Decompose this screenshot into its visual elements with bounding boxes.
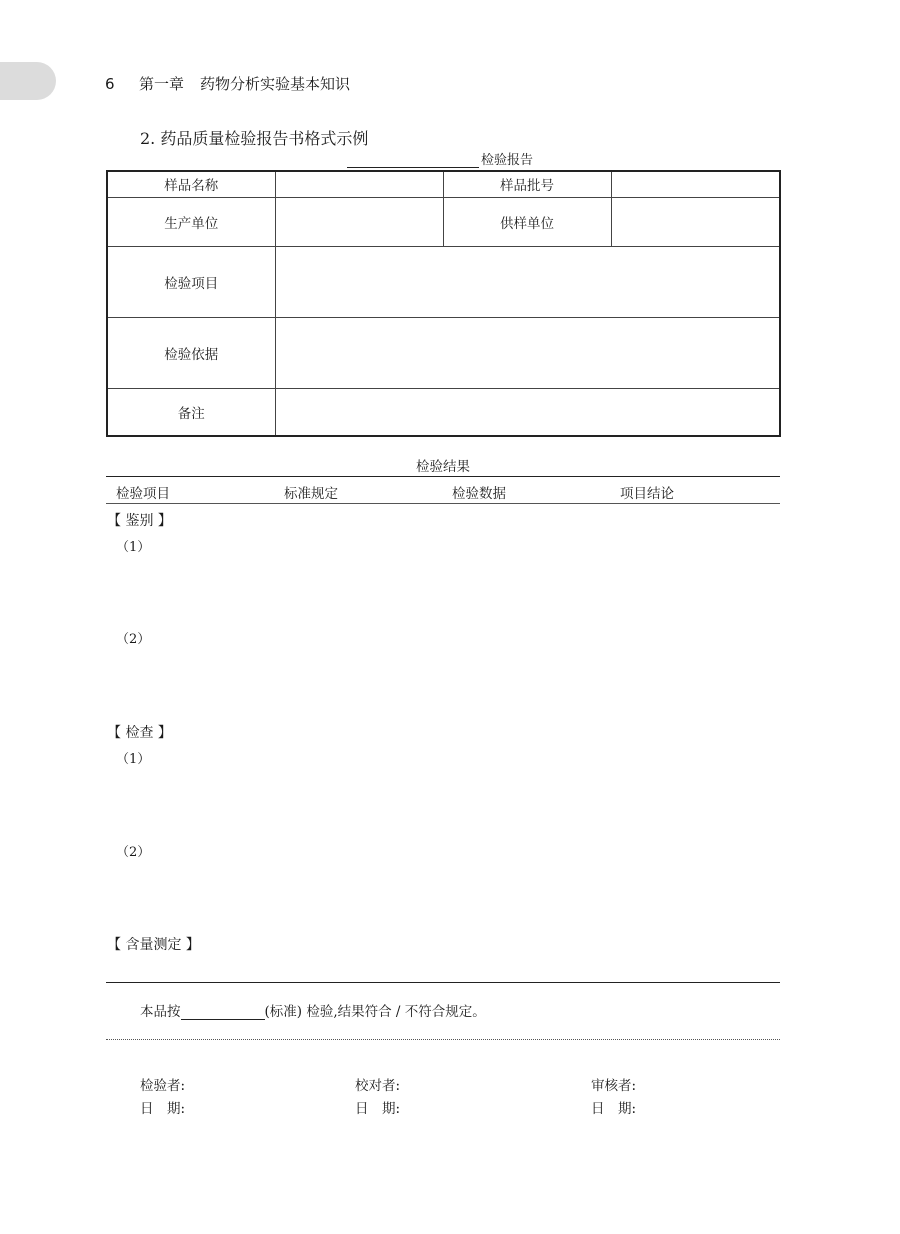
sample-name-label: 样品名称	[107, 171, 275, 197]
test-items-cell	[275, 246, 780, 317]
supplier-label: 供样单位	[443, 197, 611, 246]
checker-label: 校对者:	[355, 1078, 401, 1094]
test-basis-cell	[275, 317, 780, 388]
col-test-item: 检验项目	[116, 486, 170, 502]
sample-info-table	[106, 170, 781, 437]
conclusion-prefix: 本品按	[140, 1004, 181, 1020]
standard-blank	[181, 1005, 265, 1020]
batch-number-label: 样品批号	[443, 171, 611, 197]
report-title-text: 检验报告	[481, 153, 534, 168]
chapter-label: 第一章	[139, 75, 185, 93]
results-title: 检验结果	[416, 459, 470, 475]
identification-item-2: （2）	[116, 632, 151, 647]
page-number: 6	[105, 75, 115, 93]
manufacturer-cell	[275, 197, 443, 246]
col-standard: 标准规定	[284, 486, 338, 502]
page-tab	[0, 62, 56, 100]
conclusion-line	[140, 1000, 486, 1020]
table-row	[107, 197, 780, 246]
inspection-label: 【 检查 】	[107, 725, 172, 741]
reviewer-label: 审核者:	[591, 1078, 637, 1094]
inspector-date-label: 日 期:	[140, 1101, 186, 1117]
identification-item-1: （1）	[116, 540, 151, 555]
table-row	[107, 171, 780, 197]
table-row	[107, 317, 780, 388]
supplier-cell	[611, 197, 780, 246]
sample-name-cell	[275, 171, 443, 197]
page-header	[105, 73, 350, 94]
reviewer-date-label: 日 期:	[591, 1101, 637, 1117]
assay-label: 【 含量测定 】	[107, 937, 200, 953]
col-conclusion: 项目结论	[620, 486, 674, 502]
report-title	[347, 149, 533, 168]
checker-date-label: 日 期:	[355, 1101, 401, 1117]
remarks-label: 备注	[107, 388, 275, 436]
test-items-label: 检验项目	[107, 246, 275, 317]
remarks-cell	[275, 388, 780, 436]
results-header	[106, 476, 780, 504]
col-data: 检验数据	[452, 486, 506, 502]
section-title: 2. 药品质量检验报告书格式示例	[140, 129, 369, 148]
divider	[106, 982, 780, 983]
identification-label: 【 鉴别 】	[107, 513, 172, 529]
inspection-item-1: （1）	[116, 752, 151, 767]
dotted-divider	[106, 1039, 780, 1040]
inspection-item-2: （2）	[116, 845, 151, 860]
table-row	[107, 388, 780, 436]
inspector-label: 检验者:	[140, 1078, 186, 1094]
manufacturer-label: 生产单位	[107, 197, 275, 246]
report-title-blank	[347, 153, 479, 168]
test-basis-label: 检验依据	[107, 317, 275, 388]
table-row	[107, 246, 780, 317]
batch-number-cell	[611, 171, 780, 197]
conclusion-suffix: (标准) 检验,结果符合 / 不符合规定。	[264, 1004, 486, 1020]
chapter-title: 药物分析实验基本知识	[200, 75, 351, 93]
